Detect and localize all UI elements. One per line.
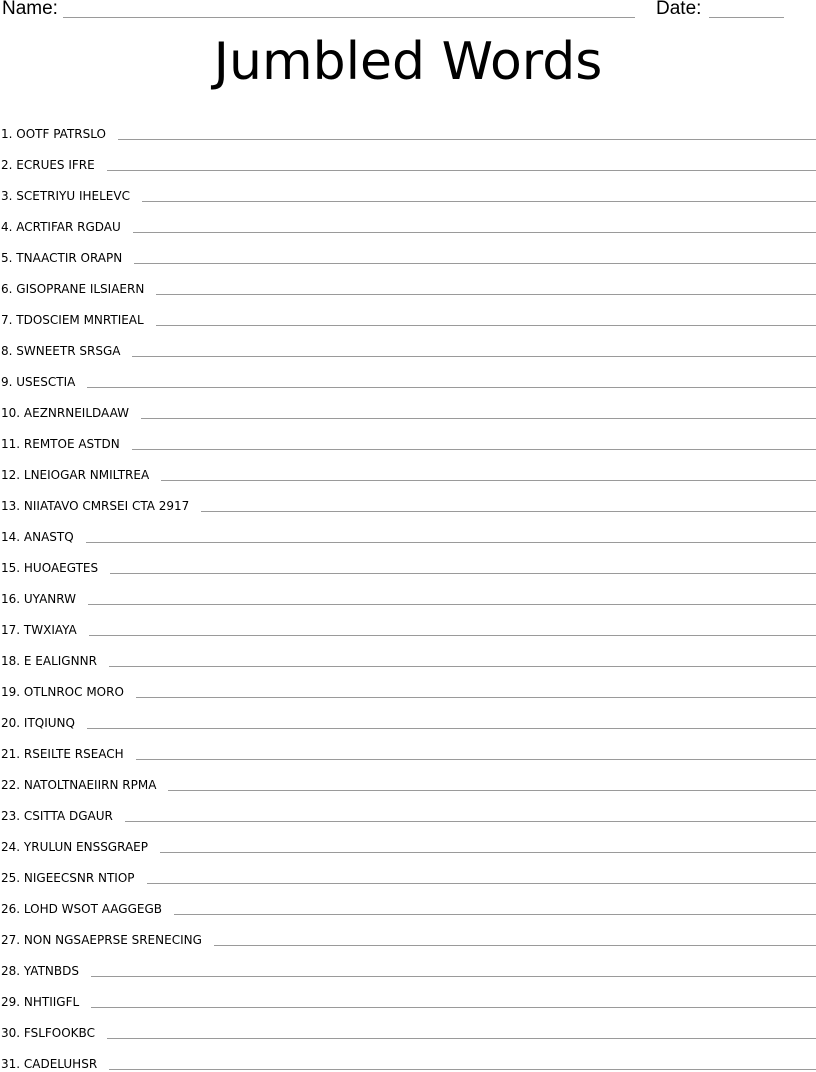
answer-line[interactable] [87, 728, 816, 729]
jumbled-word: 31. CADELUHSR [1, 1057, 98, 1071]
list-item [0, 762, 816, 793]
name-label: Name: [2, 0, 58, 19]
jumbled-word: 24. YRULUN ENSSGRAEP [1, 840, 148, 854]
jumbled-word: 25. NIGEECSNR NTIOP [1, 871, 135, 885]
list-item [0, 700, 816, 731]
answer-line[interactable] [214, 945, 816, 946]
answer-line[interactable] [87, 387, 816, 388]
list-item [0, 1041, 816, 1072]
list-item [0, 297, 816, 328]
list-item [0, 917, 816, 948]
list-item [0, 142, 816, 173]
answer-line[interactable] [160, 852, 816, 853]
jumbled-word: 18. E EALIGNNR [1, 654, 97, 668]
answer-line[interactable] [91, 976, 816, 977]
header [0, 0, 816, 24]
date-label: Date: [656, 0, 702, 19]
answer-line[interactable] [136, 759, 816, 760]
answer-line[interactable] [156, 294, 816, 295]
answer-line[interactable] [133, 232, 816, 233]
list-item [0, 607, 816, 638]
jumbled-word: 26. LOHD WSOT AAGGEGB [1, 902, 163, 916]
list-item [0, 669, 816, 700]
jumbled-word: 3. SCETRIYU IHELEVC [1, 189, 130, 203]
jumbled-word: 14. ANASTQ [1, 530, 74, 544]
jumbled-word: 8. SWNEETR SRSGA [1, 344, 121, 358]
answer-line[interactable] [91, 1007, 816, 1008]
answer-line[interactable] [201, 511, 816, 512]
answer-line[interactable] [89, 635, 816, 636]
jumbled-word: 21. RSEILTE RSEACH [1, 747, 124, 761]
list-item [0, 266, 816, 297]
list-item [0, 638, 816, 669]
jumbled-word: 15. HUOAEGTES [1, 561, 99, 575]
list-item [0, 886, 816, 917]
list-item [0, 948, 816, 979]
answer-line[interactable] [110, 573, 816, 574]
answer-line[interactable] [174, 914, 816, 915]
list-item [0, 576, 816, 607]
list-item [0, 328, 816, 359]
jumbled-word: 30. FSLFOOKBC [1, 1026, 95, 1040]
jumbled-word: 2. ECRUES IFRE [1, 158, 95, 172]
jumbled-word: 17. TWXIAYA [1, 623, 77, 637]
jumbled-word: 22. NATOLTNAEIIRN RPMA [1, 778, 157, 792]
list-item [0, 359, 816, 390]
jumbled-word: 29. NHTIIGFL [1, 995, 80, 1009]
list-item [0, 204, 816, 235]
answer-line[interactable] [141, 418, 816, 419]
jumbled-word: 10. AEZNRNEILDAAW [1, 406, 129, 420]
jumbled-word: 6. GISOPRANE ILSIAERN [1, 282, 145, 296]
answer-line[interactable] [109, 666, 816, 667]
answer-line[interactable] [161, 480, 816, 481]
jumbled-word: 23. CSITTA DGAUR [1, 809, 113, 823]
list-item [0, 514, 816, 545]
list-item [0, 855, 816, 886]
answer-line[interactable] [156, 325, 816, 326]
list-item [0, 545, 816, 576]
name-line[interactable] [63, 17, 635, 18]
jumbled-word: 7. TDOSCIEM MNRTIEAL [1, 313, 144, 327]
answer-line[interactable] [134, 263, 816, 264]
list-item [0, 483, 816, 514]
answer-line[interactable] [86, 542, 816, 543]
list-item [0, 235, 816, 266]
answer-line[interactable] [142, 201, 816, 202]
list-item [0, 452, 816, 483]
jumbled-word: 13. NIIATAVO CMRSEI CTA 2917 [1, 499, 190, 513]
jumbled-word: 4. ACRTIFAR RGDAU [1, 220, 121, 234]
jumbled-word: 1. OOTF PATRSLO [1, 127, 106, 141]
list-item [0, 1010, 816, 1041]
jumbled-word: 20. ITQIUNQ [1, 716, 75, 730]
jumbled-word: 11. REMTOE ASTDN [1, 437, 120, 451]
list-item [0, 173, 816, 204]
list-item [0, 793, 816, 824]
jumbled-word: 19. OTLNROC MORO [1, 685, 124, 699]
answer-line[interactable] [132, 356, 816, 357]
answer-line[interactable] [132, 449, 816, 450]
jumbled-word: 28. YATNBDS [1, 964, 79, 978]
list-item [0, 390, 816, 421]
date-line[interactable] [709, 17, 784, 18]
jumbled-word: 16. UYANRW [1, 592, 76, 606]
list-item [0, 979, 816, 1010]
word-list [0, 111, 816, 1072]
answer-line[interactable] [125, 821, 816, 822]
answer-line[interactable] [147, 883, 816, 884]
jumbled-word: 12. LNEIOGAR NMILTREA [1, 468, 150, 482]
list-item [0, 111, 816, 142]
answer-line[interactable] [118, 139, 816, 140]
answer-line[interactable] [109, 1069, 816, 1070]
answer-line[interactable] [88, 604, 816, 605]
list-item [0, 824, 816, 855]
jumbled-word: 27. NON NGSAEPRSE SRENECING [1, 933, 202, 947]
page-title: Jumbled Words [213, 32, 603, 92]
list-item [0, 731, 816, 762]
answer-line[interactable] [136, 697, 816, 698]
jumbled-word: 5. TNAACTIR ORAPN [1, 251, 123, 265]
list-item [0, 421, 816, 452]
answer-line[interactable] [168, 790, 816, 791]
answer-line[interactable] [107, 170, 816, 171]
answer-line[interactable] [107, 1038, 816, 1039]
jumbled-word: 9. USESCTIA [1, 375, 76, 389]
